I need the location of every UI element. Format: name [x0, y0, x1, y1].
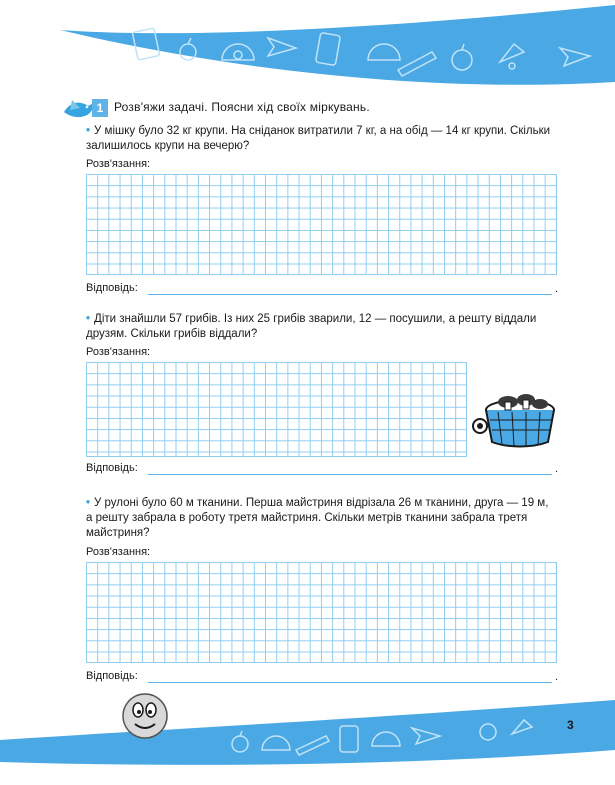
- problem-3-statement: У рулоні було 60 м тканини. Перша майстриня відрізала 26 м тканини, друга — 19 м, а решту забрала в роботу третя майстриня. Скільки метрів тканини забрала третя майстриня?: [86, 497, 549, 539]
- top-banner: [0, 0, 615, 100]
- problem-2-text: [86, 312, 556, 342]
- answer-label-1: Відповідь:: [86, 282, 138, 294]
- answer-end-2: .: [554, 463, 558, 475]
- answer-row-2: [86, 462, 558, 478]
- mushroom-basket-icon: [468, 380, 558, 450]
- bullet-icon: •: [86, 125, 91, 137]
- problem-1-statement: У мішку було 32 кг крупи. На сніданок витратили 7 кг, а на обід — 14 кг крупи. Скільки залишилось крупи на вечерю?: [86, 125, 551, 152]
- problem-2-statement: Діти знайшли 57 грибів. Із них 25 грибів зварили, 12 — посушили, а решту віддали друзям. Скільки грибів віддали?: [86, 313, 537, 340]
- solution-grid-3[interactable]: [86, 562, 557, 663]
- answer-end-1: .: [554, 283, 558, 295]
- solution-label-3: Розв'язання:: [86, 546, 151, 558]
- solution-label-2: Розв'язання:: [86, 346, 151, 358]
- answer-label-2: Відповідь:: [86, 462, 138, 474]
- solution-grid-1[interactable]: [86, 174, 557, 275]
- smiley-face-icon: [120, 692, 170, 740]
- answer-line-2[interactable]: [148, 474, 552, 475]
- answer-end-3: .: [554, 671, 558, 683]
- answer-row-3: [86, 670, 558, 686]
- answer-line-1[interactable]: [148, 294, 552, 295]
- solution-grid-2[interactable]: [86, 362, 467, 457]
- page-number: 3: [567, 718, 574, 732]
- task-number: 1: [92, 99, 108, 117]
- bullet-icon: •: [86, 313, 91, 325]
- bottom-banner: [0, 690, 615, 785]
- problem-3-text: [86, 496, 556, 541]
- problem-1-text: [86, 124, 556, 154]
- answer-row-1: [86, 282, 558, 298]
- bullet-icon: •: [86, 497, 91, 509]
- answer-line-3[interactable]: [148, 682, 552, 683]
- task-instruction: Розв'яжи задачі. Поясни хід своїх міркувань.: [114, 100, 370, 114]
- task-header: [62, 96, 562, 120]
- answer-label-3: Відповідь:: [86, 670, 138, 682]
- solution-label-1: Розв'язання:: [86, 158, 151, 170]
